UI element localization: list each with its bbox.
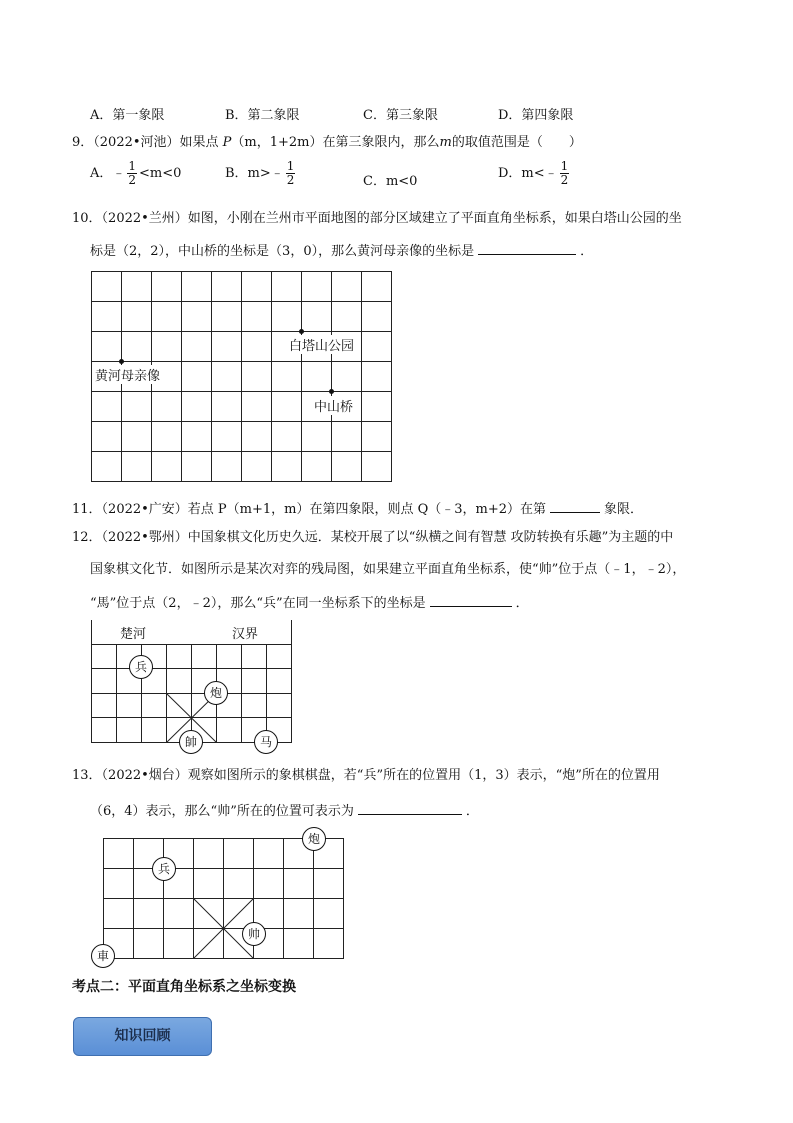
q9-stem: 9．（2022•河池）如果点 P（m，1+2m）在第三象限内，那么m的取值范围是（ ） [72,135,582,150]
piece-pao-13: 炮 [302,827,326,851]
q13-board-svg [103,838,346,961]
q12-line3: “馬”位于点（2，﹣2），那么“兵”在同一坐标系下的坐标是 ． [90,592,529,613]
q8-option-a: A．第一象限 [90,108,165,123]
baita-point [299,329,304,334]
knowledge-review-button[interactable]: 知识回顾 [73,1017,212,1056]
piece-pao: 炮 [204,681,228,705]
q9-option-d: D．m<﹣ $\frac{1}{2}$ [498,159,569,187]
piece-shuai: 帥 [179,730,203,754]
piece-bing-13: 兵 [152,857,176,881]
q9-option-c: C．m<0 [363,174,418,189]
q13-line2: （6，4）表示，那么“帅”所在的位置可表示为 ． [90,800,479,821]
q13-chess-board [96,832,345,963]
huanghe-point [119,359,124,364]
q11-answer-blank[interactable] [550,498,600,513]
q12-line2: 国象棋文化节．如图所示是某次对弈的残局图，如果建立平面直角坐标系，使“帅”位于点（﹣1，﹣2）， [90,562,686,577]
q8-option-c: C．第三象限 [363,108,438,123]
q10-answer-blank[interactable] [478,240,576,255]
q8-option-d: D．第四象限 [498,108,574,123]
label-baita-park: 白塔山公园 [288,335,355,354]
q10-line1: 10．（2022•兰州）如图，小刚在兰州市平面地图的部分区域建立了平面直角坐标系，如果白塔山公园的坐 [72,211,682,226]
q9-option-b: B．m>﹣ $\frac{1}{2}$ [225,159,295,187]
q13-line1: 13．（2022•烟台）观察如图所示的象棋棋盘，若“兵”所在的位置用（1，3）表示，“炮”所在的位置用 [72,768,660,783]
q9-option-a: A．﹣ $\frac{1}{2}$ <m<0 [90,159,182,187]
q12-line1: 12．（2022•鄂州）中国象棋文化历史久远．某校开展了以“纵横之间有智慧 攻防转换有乐趣”为主题的中 [72,530,674,545]
zhongshan-point [329,389,334,394]
label-huanghe-statue: 黄河母亲像 [94,365,161,384]
q10-line2: 标是（2，2），中山桥的坐标是（3，0），那么黄河母亲像的坐标是 ． [90,240,593,261]
piece-ma: 马 [254,730,278,754]
piece-bing: 兵 [129,655,153,679]
label-zhongshan-bridge: 中山桥 [313,396,354,415]
section-heading: 考点二：平面直角坐标系之坐标变换 [72,979,296,995]
q11-stem: 11．（2022•广安）若点 P（m+1，m）在第四象限，则点 Q（﹣3，m+2）在第 象限． [72,498,643,519]
piece-shuai-13: 帅 [242,922,266,946]
q8-option-b: B．第二象限 [225,108,300,123]
q13-answer-blank[interactable] [358,800,462,815]
river-label-chuhe: 楚河 [119,623,147,642]
river-label-hanjie: 汉界 [231,623,259,642]
q12-chess-board [91,620,293,749]
q12-answer-blank[interactable] [430,592,512,607]
q10-map-grid [91,271,391,481]
piece-che-13: 車 [91,944,115,968]
